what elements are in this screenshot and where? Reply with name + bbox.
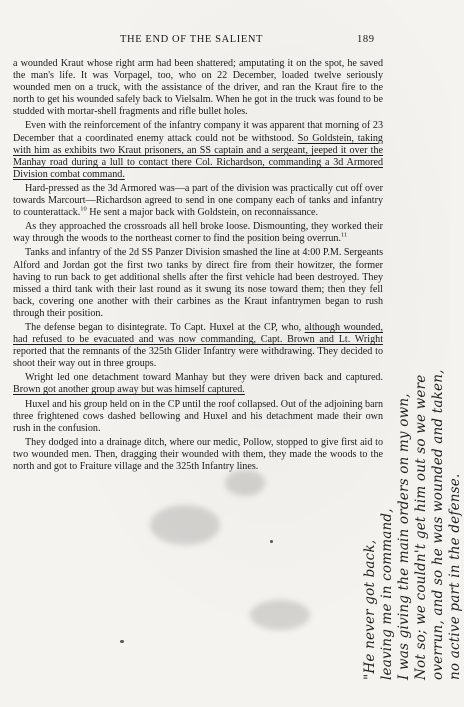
text-run: Hard-pressed as the 3d Armored was—a part of the division was practically cut off over towards Marcourt—Richardson agreed to send in one company each of tanks and infantry to counterattack. [13, 182, 383, 219]
underlined-text: So Goldstein, taking with him as exhibits two Kraut prisoners, an SS captain and a sergeant, jeeped it over the Manhay road during a lull to contact there Col. Richardson, commanding a 3d Armored Division combat command. [13, 132, 383, 180]
handwritten-line: Not so; we couldn't get him out so we were [413, 374, 429, 680]
handwritten-line: leaving me in command, [379, 508, 395, 680]
paragraph [13, 221, 383, 245]
body-text [13, 58, 383, 475]
photocopy-smudge [150, 505, 220, 545]
underlined-text: although wounded, had refused to be evacuated and was now commanding, Capt. Brown and Lt. Wright [13, 321, 384, 346]
paragraph [13, 120, 383, 180]
text-run: Even with the reinforcement of the infantry company it was apparent that morning of 23 December that a coordinated enemy attack could not be withstood. [13, 120, 383, 144]
text-run: Tanks and infantry of the 2d SS Panzer Division smashed the line at 4:00 P.M. Sergeants Alford and Jordan got the first two tanks by direct fire from their howitzer, the former having to run back to get additional shells after the first vehicle had been destroyed. They missed a third tank with their last round as it swung its nose toward them; then they fell back, covering one another with their carbines as the Kraut infantrymen began to rush through their position. [13, 247, 383, 319]
handwritten-margin-note [362, 30, 464, 680]
text-run: Wright led one detachment toward Manhay but they were driven back and captured. [25, 372, 383, 384]
footnote-ref: 11 [340, 231, 348, 239]
page-number: 189 [357, 34, 375, 45]
text-run: a wounded Kraut whose right arm had been shattered; amputating it on the spot, he saved the man's life. It was Vorpagel, too, who on 22 December, loaded twelve seriously wounded men on a truck, with the assistance of the driver, and ran the Kraut fire to the north to get his wounded safely back to Vielsalm. When he got in the truck was found to be studded with mortar-shell fragments and rifle bullet holes. [13, 58, 383, 118]
text-run: He sent a major back with Goldstein, on reconnaissance. [86, 207, 319, 219]
text-run: The defense began to disintegrate. To Capt. Huxel at the CP, who, [25, 321, 305, 333]
paragraph [13, 322, 383, 370]
running-title: THE END OF THE SALIENT [120, 34, 264, 45]
text-run: As they approached the crossroads all hell broke loose. Dismounting, they worked their way through the woods to the northeast corner to find the position being overrun. [13, 221, 383, 245]
photocopy-speck [270, 540, 273, 543]
text-run: Huxel and his group held on in the CP until the roof collapsed. Out of the adjoining barn three frightened cows dashed bellowing and Huxel and his detachment made their own rush in the confusion. [13, 398, 383, 434]
photocopy-speck [120, 640, 124, 643]
handwritten-line: overrun, and so he was wounded and taken, [430, 369, 446, 680]
text-run: reported that the remnants of the 325th Glider Infantry were withdrawing. They decided to shoot their way out in three groups. [13, 346, 383, 370]
paragraph [13, 58, 383, 118]
photocopy-smudge [250, 600, 310, 630]
text-run: They dodged into a drainage ditch, where our medic, Pollow, stopped to give first aid to two wounded men. Then, dragging their wounded with them, they made the woods to the north and got to Fraiture village and the 325th Infantry lines. [13, 436, 383, 472]
paragraph [13, 437, 383, 473]
paragraph [13, 372, 383, 396]
handwritten-line: "He never got back, [362, 539, 378, 680]
handwritten-line: no active part in the defense. [447, 473, 463, 680]
footnote-ref: 10 [80, 205, 87, 213]
paragraph [13, 183, 383, 219]
handwritten-line: I was giving the main orders on my own, [396, 393, 412, 680]
paragraph [13, 399, 383, 435]
underlined-text: Brown got another group away but was himself captured. [13, 384, 245, 396]
paragraph [13, 247, 383, 320]
